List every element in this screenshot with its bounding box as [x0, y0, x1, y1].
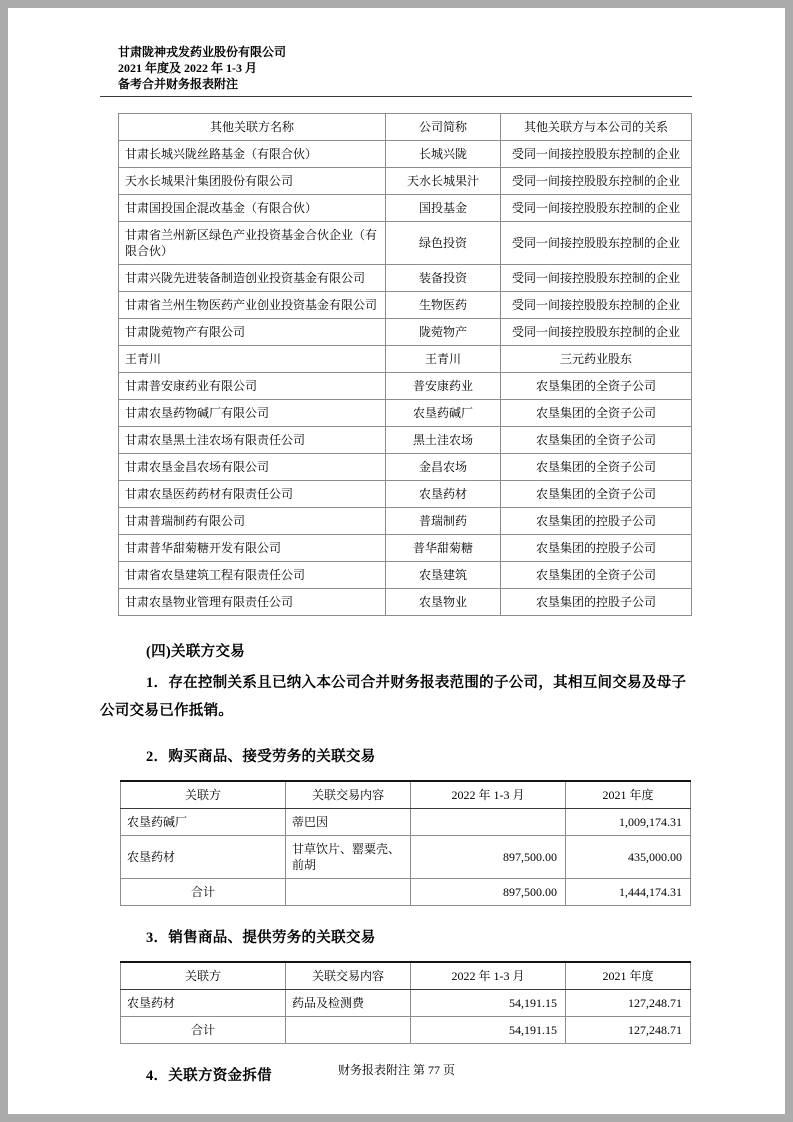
- related-parties-table-cell: 甘肃省农垦建筑工程有限责任公司: [119, 562, 386, 589]
- header-divider: [100, 96, 692, 97]
- related-parties-table-cell: 甘肃省兰州生物医药产业创业投资基金有限公司: [119, 292, 386, 319]
- related-parties-table-cell: 普瑞制药: [386, 508, 501, 535]
- related-parties-table-cell: 甘肃农垦黑土洼农场有限责任公司: [119, 427, 386, 454]
- report-title: 备考合并财务报表附注: [118, 77, 239, 91]
- sales-table-cell: 农垦药材: [121, 990, 286, 1017]
- section-heading-sales: 3．销售商品、提供劳务的关联交易: [146, 930, 376, 946]
- related-parties-table-cell: 普安康药业: [386, 373, 501, 400]
- related-parties-table-row: [119, 508, 692, 535]
- purchase-table-cell: [411, 809, 566, 836]
- purchase-table-cell: 农垦药材: [121, 836, 286, 879]
- related-parties-table-cell: 天水长城果汁: [386, 168, 501, 195]
- purchase-transactions-table: [120, 780, 691, 906]
- related-parties-table-row: [119, 292, 692, 319]
- related-parties-table-row: [119, 222, 692, 265]
- related-parties-table-cell: 甘肃普安康药业有限公司: [119, 373, 386, 400]
- related-parties-table-cell: 受同一间接控股股东控制的企业: [501, 168, 692, 195]
- sales-table-cell: 药品及检测费: [286, 990, 411, 1017]
- column-header-party-name: 其他关联方名称: [119, 114, 386, 141]
- related-parties-table-cell: 甘肃省兰州新区绿色产业投资基金合伙企业（有限合伙）: [119, 222, 386, 265]
- related-parties-table-header-row: [119, 114, 692, 141]
- related-parties-table-cell: 农垦集团的控股子公司: [501, 508, 692, 535]
- related-parties-table-cell: 甘肃长城兴陇丝路基金（有限合伙）: [119, 141, 386, 168]
- purchase-table-cell: 合计: [121, 879, 286, 906]
- related-parties-table: [118, 113, 692, 616]
- document-page: [8, 8, 785, 1114]
- related-parties-table-cell: 甘肃农垦物业管理有限责任公司: [119, 589, 386, 616]
- related-parties-table-row: [119, 373, 692, 400]
- related-parties-table-cell: 生物医药: [386, 292, 501, 319]
- related-parties-table-cell: 农垦集团的控股子公司: [501, 589, 692, 616]
- related-parties-table-cell: 装备投资: [386, 265, 501, 292]
- purchase-table-cell: 897,500.00: [411, 836, 566, 879]
- column-header-transaction-content: 关联交易内容: [286, 962, 411, 990]
- related-parties-table-row: [119, 427, 692, 454]
- sales-table-total-row: [121, 1017, 691, 1044]
- page-footer: 财务报表附注 第 77 页: [337, 1063, 455, 1077]
- purchase-table-total-row: [121, 879, 691, 906]
- column-header-2021-year: 2021 年度: [566, 781, 691, 809]
- related-parties-table-cell: 陇菀物产: [386, 319, 501, 346]
- related-parties-table-cell: 受同一间接控股股东控制的企业: [501, 265, 692, 292]
- purchase-table-row: [121, 809, 691, 836]
- sales-table-cell: 127,248.71: [566, 990, 691, 1017]
- sales-table-cell: 54,191.15: [411, 990, 566, 1017]
- related-parties-table-cell: 农垦集团的全资子公司: [501, 373, 692, 400]
- column-header-short-name: 公司简称: [386, 114, 501, 141]
- related-parties-table-cell: 农垦集团的控股子公司: [501, 535, 692, 562]
- related-parties-table-cell: 金昌农场: [386, 454, 501, 481]
- purchase-table-cell: 蒂巴因: [286, 809, 411, 836]
- related-parties-table-cell: 国投基金: [386, 195, 501, 222]
- company-name: 甘肃陇神戎发药业股份有限公司: [118, 45, 287, 59]
- column-header-2022-period: 2022 年 1-3 月: [411, 781, 566, 809]
- purchase-table-cell: 897,500.00: [411, 879, 566, 906]
- page-content: [100, 44, 692, 1085]
- related-parties-table-cell: 农垦集团的全资子公司: [501, 427, 692, 454]
- paragraph-elimination-note: 1．存在控制关系且已纳入本公司合并财务报表范围的子公司，其相互间交易及母子公司交易已作抵销。: [100, 675, 687, 719]
- related-parties-table-cell: 三元药业股东: [501, 346, 692, 373]
- sales-transactions-table: [120, 961, 691, 1044]
- related-parties-table-row: [119, 454, 692, 481]
- purchase-table-row: [121, 836, 691, 879]
- related-parties-table-cell: 受同一间接控股股东控制的企业: [501, 222, 692, 265]
- related-parties-table-cell: 天水长城果汁集团股份有限公司: [119, 168, 386, 195]
- column-header-related-party: 关联方: [121, 781, 286, 809]
- related-parties-table-cell: 受同一间接控股股东控制的企业: [501, 195, 692, 222]
- related-parties-table-cell: 农垦药碱厂: [386, 400, 501, 427]
- related-parties-table-cell: 甘肃兴陇先进装备制造创业投资基金有限公司: [119, 265, 386, 292]
- related-parties-table-cell: 农垦建筑: [386, 562, 501, 589]
- related-parties-table-cell: 农垦集团的全资子公司: [501, 454, 692, 481]
- sales-table-cell: [286, 1017, 411, 1044]
- related-parties-table-row: [119, 481, 692, 508]
- related-parties-table-cell: 受同一间接控股股东控制的企业: [501, 141, 692, 168]
- related-parties-table-cell: 王青川: [386, 346, 501, 373]
- related-parties-table-cell: 农垦集团的全资子公司: [501, 562, 692, 589]
- related-parties-table-cell: 长城兴陇: [386, 141, 501, 168]
- related-parties-table-cell: 农垦集团的全资子公司: [501, 400, 692, 427]
- related-parties-table-row: [119, 346, 692, 373]
- section-heading-purchase: 2．购买商品、接受劳务的关联交易: [146, 749, 376, 765]
- related-parties-table-row: [119, 195, 692, 222]
- related-parties-table-cell: 甘肃国投国企混改基金（有限合伙）: [119, 195, 386, 222]
- purchase-table-cell: 435,000.00: [566, 836, 691, 879]
- related-parties-table-row: [119, 319, 692, 346]
- related-parties-table-cell: 受同一间接控股股东控制的企业: [501, 319, 692, 346]
- related-parties-table-cell: 农垦集团的全资子公司: [501, 481, 692, 508]
- related-parties-table-row: [119, 265, 692, 292]
- sales-table-cell: 54,191.15: [411, 1017, 566, 1044]
- related-parties-table-cell: 甘肃陇菀物产有限公司: [119, 319, 386, 346]
- related-parties-table-row: [119, 535, 692, 562]
- related-parties-table-cell: 普华甜菊糖: [386, 535, 501, 562]
- document-header: [118, 44, 692, 92]
- related-parties-table-row: [119, 168, 692, 195]
- related-parties-table-row: [119, 400, 692, 427]
- sales-table-cell: 合计: [121, 1017, 286, 1044]
- related-parties-table-cell: 甘肃普华甜菊糖开发有限公司: [119, 535, 386, 562]
- sales-table-cell: 127,248.71: [566, 1017, 691, 1044]
- section-heading-loans: 4．关联方资金拆借: [146, 1068, 272, 1084]
- related-parties-table-cell: 甘肃普瑞制药有限公司: [119, 508, 386, 535]
- purchase-table-cell: [286, 879, 411, 906]
- related-parties-table-cell: 绿色投资: [386, 222, 501, 265]
- sales-table-header-row: [121, 962, 691, 990]
- report-period: 2021 年度及 2022 年 1-3 月: [118, 61, 257, 75]
- related-parties-table-cell: 甘肃农垦药物碱厂有限公司: [119, 400, 386, 427]
- column-header-2021-year: 2021 年度: [566, 962, 691, 990]
- related-parties-table-cell: 甘肃农垦金昌农场有限公司: [119, 454, 386, 481]
- related-parties-table-cell: 农垦物业: [386, 589, 501, 616]
- column-header-2022-period: 2022 年 1-3 月: [411, 962, 566, 990]
- purchase-table-cell: 甘草饮片、罂粟壳、前胡: [286, 836, 411, 879]
- related-parties-table-cell: 甘肃农垦医药药材有限责任公司: [119, 481, 386, 508]
- purchase-table-cell: 农垦药碱厂: [121, 809, 286, 836]
- column-header-related-party: 关联方: [121, 962, 286, 990]
- related-parties-table-row: [119, 562, 692, 589]
- related-parties-table-cell: 受同一间接控股股东控制的企业: [501, 292, 692, 319]
- purchase-table-header-row: [121, 781, 691, 809]
- column-header-relationship: 其他关联方与本公司的关系: [501, 114, 692, 141]
- related-parties-table-row: [119, 141, 692, 168]
- purchase-table-cell: 1,444,174.31: [566, 879, 691, 906]
- purchase-table-cell: 1,009,174.31: [566, 809, 691, 836]
- related-parties-table-cell: 王青川: [119, 346, 386, 373]
- section-heading-related-transactions: (四)关联方交易: [146, 644, 246, 660]
- sales-table-row: [121, 990, 691, 1017]
- column-header-transaction-content: 关联交易内容: [286, 781, 411, 809]
- related-parties-table-cell: 黑土洼农场: [386, 427, 501, 454]
- related-parties-table-row: [119, 589, 692, 616]
- related-parties-table-cell: 农垦药材: [386, 481, 501, 508]
